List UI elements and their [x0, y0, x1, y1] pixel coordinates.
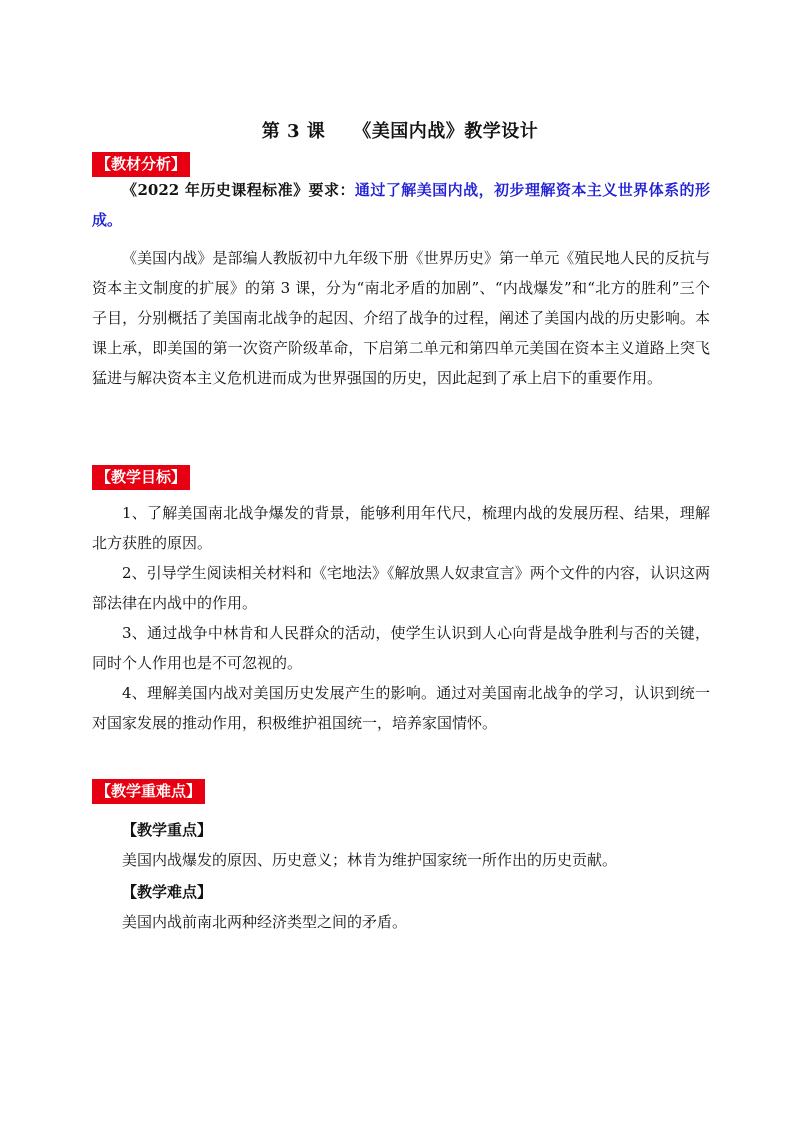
objectives-list [92, 498, 710, 738]
objective-item: 2、引导学生阅读相关材料和《宅地法》《解放黑人奴隶宣言》两个文件的内容，认识这两部法律在内战中的作用。 [92, 564, 710, 612]
focus-heading: 【教学重点】 [122, 821, 213, 839]
objective-item: 4、理解美国内战对美国历史发展产生的影响。通过对美国南北战争的学习，认识到统一对国家发展的推动作用，积极维护祖国统一，培养家国情怀。 [92, 684, 710, 732]
objective-item: 1、了解美国南北战争爆发的背景，能够利用年代尺，梳理内战的发展历程、结果，理解北方获胜的原因。 [92, 504, 710, 552]
section-tag-key-points: 【教学重难点】 [92, 779, 205, 804]
difficulty-text: 美国内战前南北两种经济类型之间的矛盾。 [122, 913, 408, 931]
difficulty-heading: 【教学难点】 [122, 883, 213, 901]
standard-label: 《2022 年历史课程标准》要求： [122, 181, 355, 199]
objective-item: 3、通过战争中林肯和人民群众的活动，使学生认识到人心向背是战争胜利与否的关键，同时个人作用也是不可忽视的。 [92, 624, 710, 672]
focus-text: 美国内战爆发的原因、历史意义；林肯为维护国家统一所作出的历史贡献。 [122, 851, 618, 869]
section-tag-analysis: 【教材分析】 [92, 152, 190, 177]
section-tag-objectives: 【教学目标】 [92, 465, 190, 490]
curriculum-standard [92, 175, 710, 235]
analysis-body: 《美国内战》是部编人教版初中九年级下册《世界历史》第一单元《殖民地人民的反抗与资本主文制度的扩展》的第 3 课，分为“南北矛盾的加剧”、“内战爆发”和“北方的胜利”三个子目，分别概括了美国南北战争的起因、介绍了战争的过程，阐述了美国内战的历史影响。本课上承，即美国的第一次资产阶级革命，下启第二单元和第四单元美国在资本主义道路上突飞猛进与解决资本主义危机进而成为世界强国的历史，因此起到了承上启下的重要作用。 [92, 249, 710, 387]
standard-text: 通过了解美国内战，初步理解资本主义世界体系的形成。 [92, 181, 710, 229]
lesson-number: 第 3 课 [261, 121, 326, 142]
lesson-name: 《美国内战》教学设计 [353, 121, 539, 142]
page-title [0, 117, 800, 143]
